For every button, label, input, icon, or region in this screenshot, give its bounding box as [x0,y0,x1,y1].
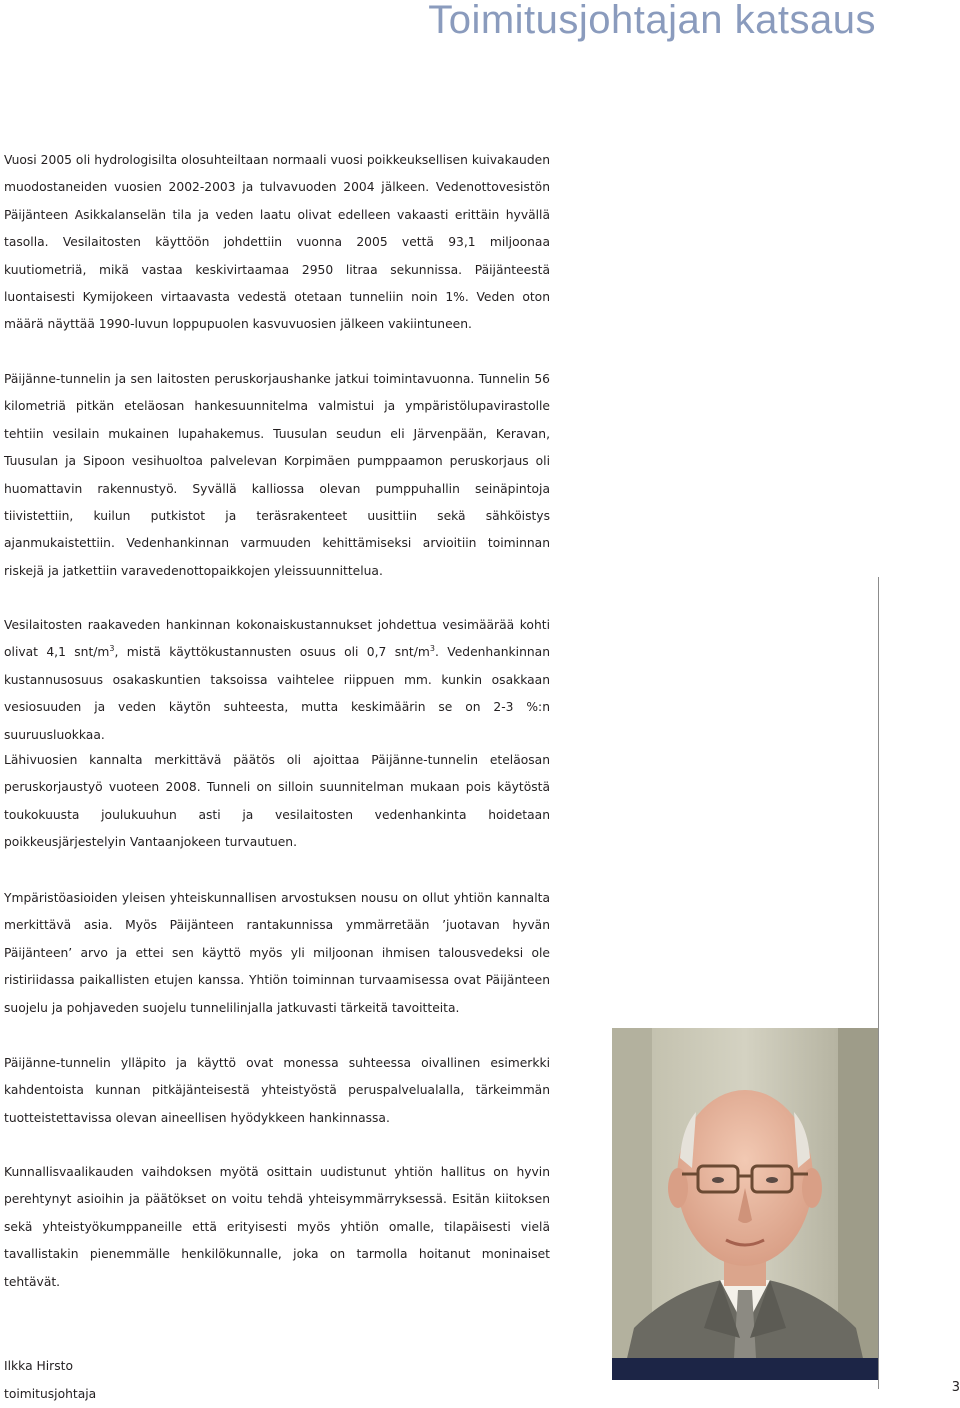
signature-block [4,1352,96,1408]
signature-name: Ilkka Hirsto [4,1359,73,1373]
paragraph-decision-2008: Lähivuosien kannalta merkittävä päätös oli ajoittaa Päijänne-tunnelin eteläosan peruskorjaustyö vuoteen 2008. Tunneli on silloin suunnitelman mukaan pois käytöstä toukokuusta joulukuuhun asti ja vesilaitosten vedenhankinta hoidetaan poikkeusjärjestelyin Vantaanjokeen turvautuen. [4,753,550,850]
page-title: Toimitusjohtajan katsaus [428,0,876,42]
vertical-rule [878,577,879,1389]
paragraph-tunnel-renovation: Päijänne-tunnelin ja sen laitosten peruskorjaushanke jatkui toimintavuonna. Tunnelin 56 kilometriä pitkän eteläosan hankesuunnitelma valmistui ja ympäristölupavirastolle tehtiin vesilain mukainen lupahakemus. Tuusulan seudun eli Järvenpään, Keravan, Tuusulan ja Sipoon vesihuoltoa palvelevan Korpimäen pumppaamon peruskorjaus oli huomattavin rakennustyö. Syvällä kalliossa olevan pumppuhallin seinäpintoja tiivistettiin, kuilun putkistot ja teräsrakenteet uusittiin sekä sähköistys ajanmukaistettiin. Vedenhankinnan varmuuden kehittämiseksi arvioitiin toiminnan riskejä ja jatkettiin varavedenottopaikkojen yleissuunnittelua. [4,372,550,578]
portrait-photo [612,1028,878,1380]
page-number: 3 [951,1380,960,1395]
signature-role: toimitusjohtaja [4,1387,97,1401]
paragraph-environment: Ympäristöasioiden yleisen yhteiskunnallisen arvostuksen nousu on ollut yhtiön kannalta merkittävä asia. Myös Päijänteen rantakunnissa ymmärretään ’juotavan hyvän Päijänteen’ arvo ja ettei sen käyttö myös yli miljoonan ihmisen talousvedeksi ole ristiriidassa paikallisten etujen kanssa. Yhtiön toiminnan turvaamisessa ovat Päijänteen suojelu ja pohjaveden suojelu tunnelilinjalla jatkuvasti tärkeitä tavoitteita. [4,891,550,1015]
portrait-illustration [612,1028,878,1380]
paragraph-cooperation: Päijänne-tunnelin ylläpito ja käyttö ovat monessa suhteessa oivallinen esimerkki kahdentoista kunnan pitkäjänteisestä yhteistyöstä peruspalvelualalla, tärkeimmän tuotteistettavissa olevan aineellisen hyödykkeen hankinnassa. [4,1056,550,1125]
paragraph-hydrology: Vuosi 2005 oli hydrologisilta olosuhteiltaan normaali vuosi poikkeuksellisen kuivakauden muodostaneiden vuosien 2002-2003 ja tulvavuoden 2004 jälkeen. Vedenottovesistön Päijänteen Asikkalanselän tila ja veden laatu olivat edelleen vakaasti erittäin hyvällä tasolla. Vesilaitosten käyttöön johdettiin vuonna 2005 vettä 93,1 miljoonaa kuutiometriä, mikä vastaa keskivirtaamaa 2950 litraa sekunnissa. Päijänteestä luontaisesti Kymijokeen virtaavasta vedestä otetaan tunneliin noin 1%. Veden oton määrä näyttää 1990-luvun loppupuolen kasvuvuosien jälkeen vakiintuneen. [4,153,550,332]
paragraph-costs: Vesilaitosten raakaveden hankinnan kokonaiskustannukset johdettua vesimäärää kohti olivat 4,1 snt/$m^3$, mistä käyttökustannusten osuus oli 0,7 snt/$m^3$. Vedenhankinnan kustannusosuus osakaskuntien taksoissa vaihtelee riippuen mm. kunkin osakkaan vesiosuuden ja veden käytön suhteesta, mutta keskimäärin se on 2-3 %:n suuruusluokkaa. [4,618,551,742]
paragraph-thanks: Kunnallisvaalikauden vaihdoksen myötä osittain uudistunut yhtiön hallitus on hyvin perehtynyt asioihin ja päätökset on voitu tehdä yhteisymmärryksessä. Esitän kiitoksen sekä yhteistyökumppaneille että erityisesti myös yhtiön omalle, tilapäisesti vielä tavallistakin pienemmälle henkilökunnalle, joka on tarmolla hoitanut moninaiset tehtävät. [4,1165,550,1289]
